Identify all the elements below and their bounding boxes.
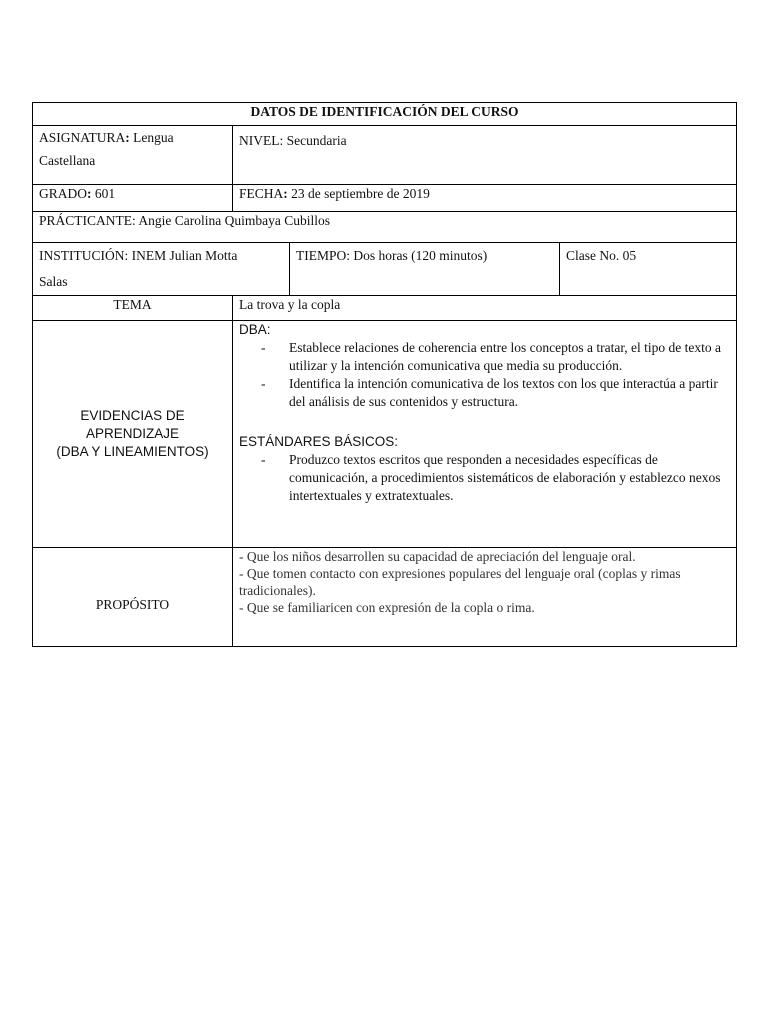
list-item xyxy=(239,451,730,505)
dba-heading: DBA: xyxy=(239,322,271,337)
practicante-cell xyxy=(33,212,737,243)
tema-label-cell xyxy=(33,296,233,321)
estandares-heading: ESTÁNDARES BÁSICOS: xyxy=(239,434,399,449)
institucion-label: INSTITUCIÓN: xyxy=(39,248,129,263)
clase-cell xyxy=(560,243,737,296)
dba-item-text: Identifica la intención comunicativa de los textos con los que interactúa a partir del análisis de sus contenidos y estructura. xyxy=(289,376,718,409)
practicante-label: PRÁCTICANTE: xyxy=(39,213,136,228)
proposito-content-cell xyxy=(233,548,737,647)
fecha-cell xyxy=(233,185,737,212)
dash-bullet: - xyxy=(261,376,266,391)
tiempo-cell xyxy=(290,243,560,296)
practicante-value: Angie Carolina Quimbaya Cubillos xyxy=(135,213,330,228)
asignatura-value-line2: Castellana xyxy=(39,153,96,168)
asignatura-cell xyxy=(33,126,233,185)
dash-bullet: - xyxy=(261,452,266,467)
estandares-list xyxy=(239,451,730,505)
proposito-label-cell xyxy=(33,548,233,647)
proposito-line: - Que se familiaricen con expresión de la copla o rima. xyxy=(239,600,535,615)
grado-value: 601 xyxy=(91,186,116,201)
grado-label: GRADO xyxy=(39,186,88,201)
nivel-value: Secundaria xyxy=(283,133,347,148)
institucion-cell xyxy=(33,243,290,296)
evidencias-label-cell xyxy=(33,321,233,548)
proposito-label: PROPÓSITO xyxy=(95,597,170,612)
evidencias-label-line2: APRENDIZAJE xyxy=(85,426,180,441)
dba-item-text: Establece relaciones de coherencia entre los conceptos a tratar, el tipo de texto a utilizar y la intención comunicativa que media su producción. xyxy=(289,340,721,373)
asignatura-colon: : xyxy=(125,130,130,145)
clase-number: Clase No. 05 xyxy=(566,248,637,263)
list-item xyxy=(239,375,730,411)
tiempo-value: Dos horas (120 minutos) xyxy=(350,248,488,263)
tema-value: La trova y la copla xyxy=(239,297,341,312)
asignatura-label: ASIGNATURA xyxy=(39,130,126,145)
fecha-value: 23 de septiembre de 2019 xyxy=(287,186,430,201)
fecha-label: FECHA xyxy=(239,186,284,201)
table-title: DATOS DE IDENTIFICACIÓN DEL CURSO xyxy=(33,103,737,126)
tema-label: TEMA xyxy=(113,297,152,312)
institucion-value: INEM Julian Motta xyxy=(128,248,238,263)
estandares-item-text: Produzco textos escritos que responden a necesidades específicas de comunicación, a procedimientos sistemáticos de elaboración y establezco nexos intertextuales y extratextuales. xyxy=(289,452,721,503)
dash-bullet: - xyxy=(261,340,266,355)
grado-cell xyxy=(33,185,233,212)
list-item xyxy=(239,339,730,375)
evidencias-content-cell xyxy=(233,321,737,548)
nivel-cell xyxy=(233,126,737,185)
course-identification-table xyxy=(32,102,737,647)
tema-value-cell xyxy=(233,296,737,321)
evidencias-label-line3: (DBA Y LINEAMIENTOS) xyxy=(56,444,209,459)
fecha-colon: : xyxy=(283,186,288,201)
asignatura-value: Lengua xyxy=(129,130,174,145)
dba-list xyxy=(239,339,730,411)
institucion-value-line2: Salas xyxy=(39,274,68,289)
tiempo-label: TIEMPO: xyxy=(296,248,350,263)
evidencias-label-line1: EVIDENCIAS DE xyxy=(80,408,185,423)
nivel-label: NIVEL: xyxy=(239,133,284,148)
proposito-line: - Que tomen contacto con expresiones populares del lenguaje oral (coplas y rimas tradicionales). xyxy=(239,566,681,598)
grado-colon: : xyxy=(87,186,92,201)
proposito-line: - Que los niños desarrollen su capacidad de apreciación del lenguaje oral. xyxy=(239,549,636,564)
